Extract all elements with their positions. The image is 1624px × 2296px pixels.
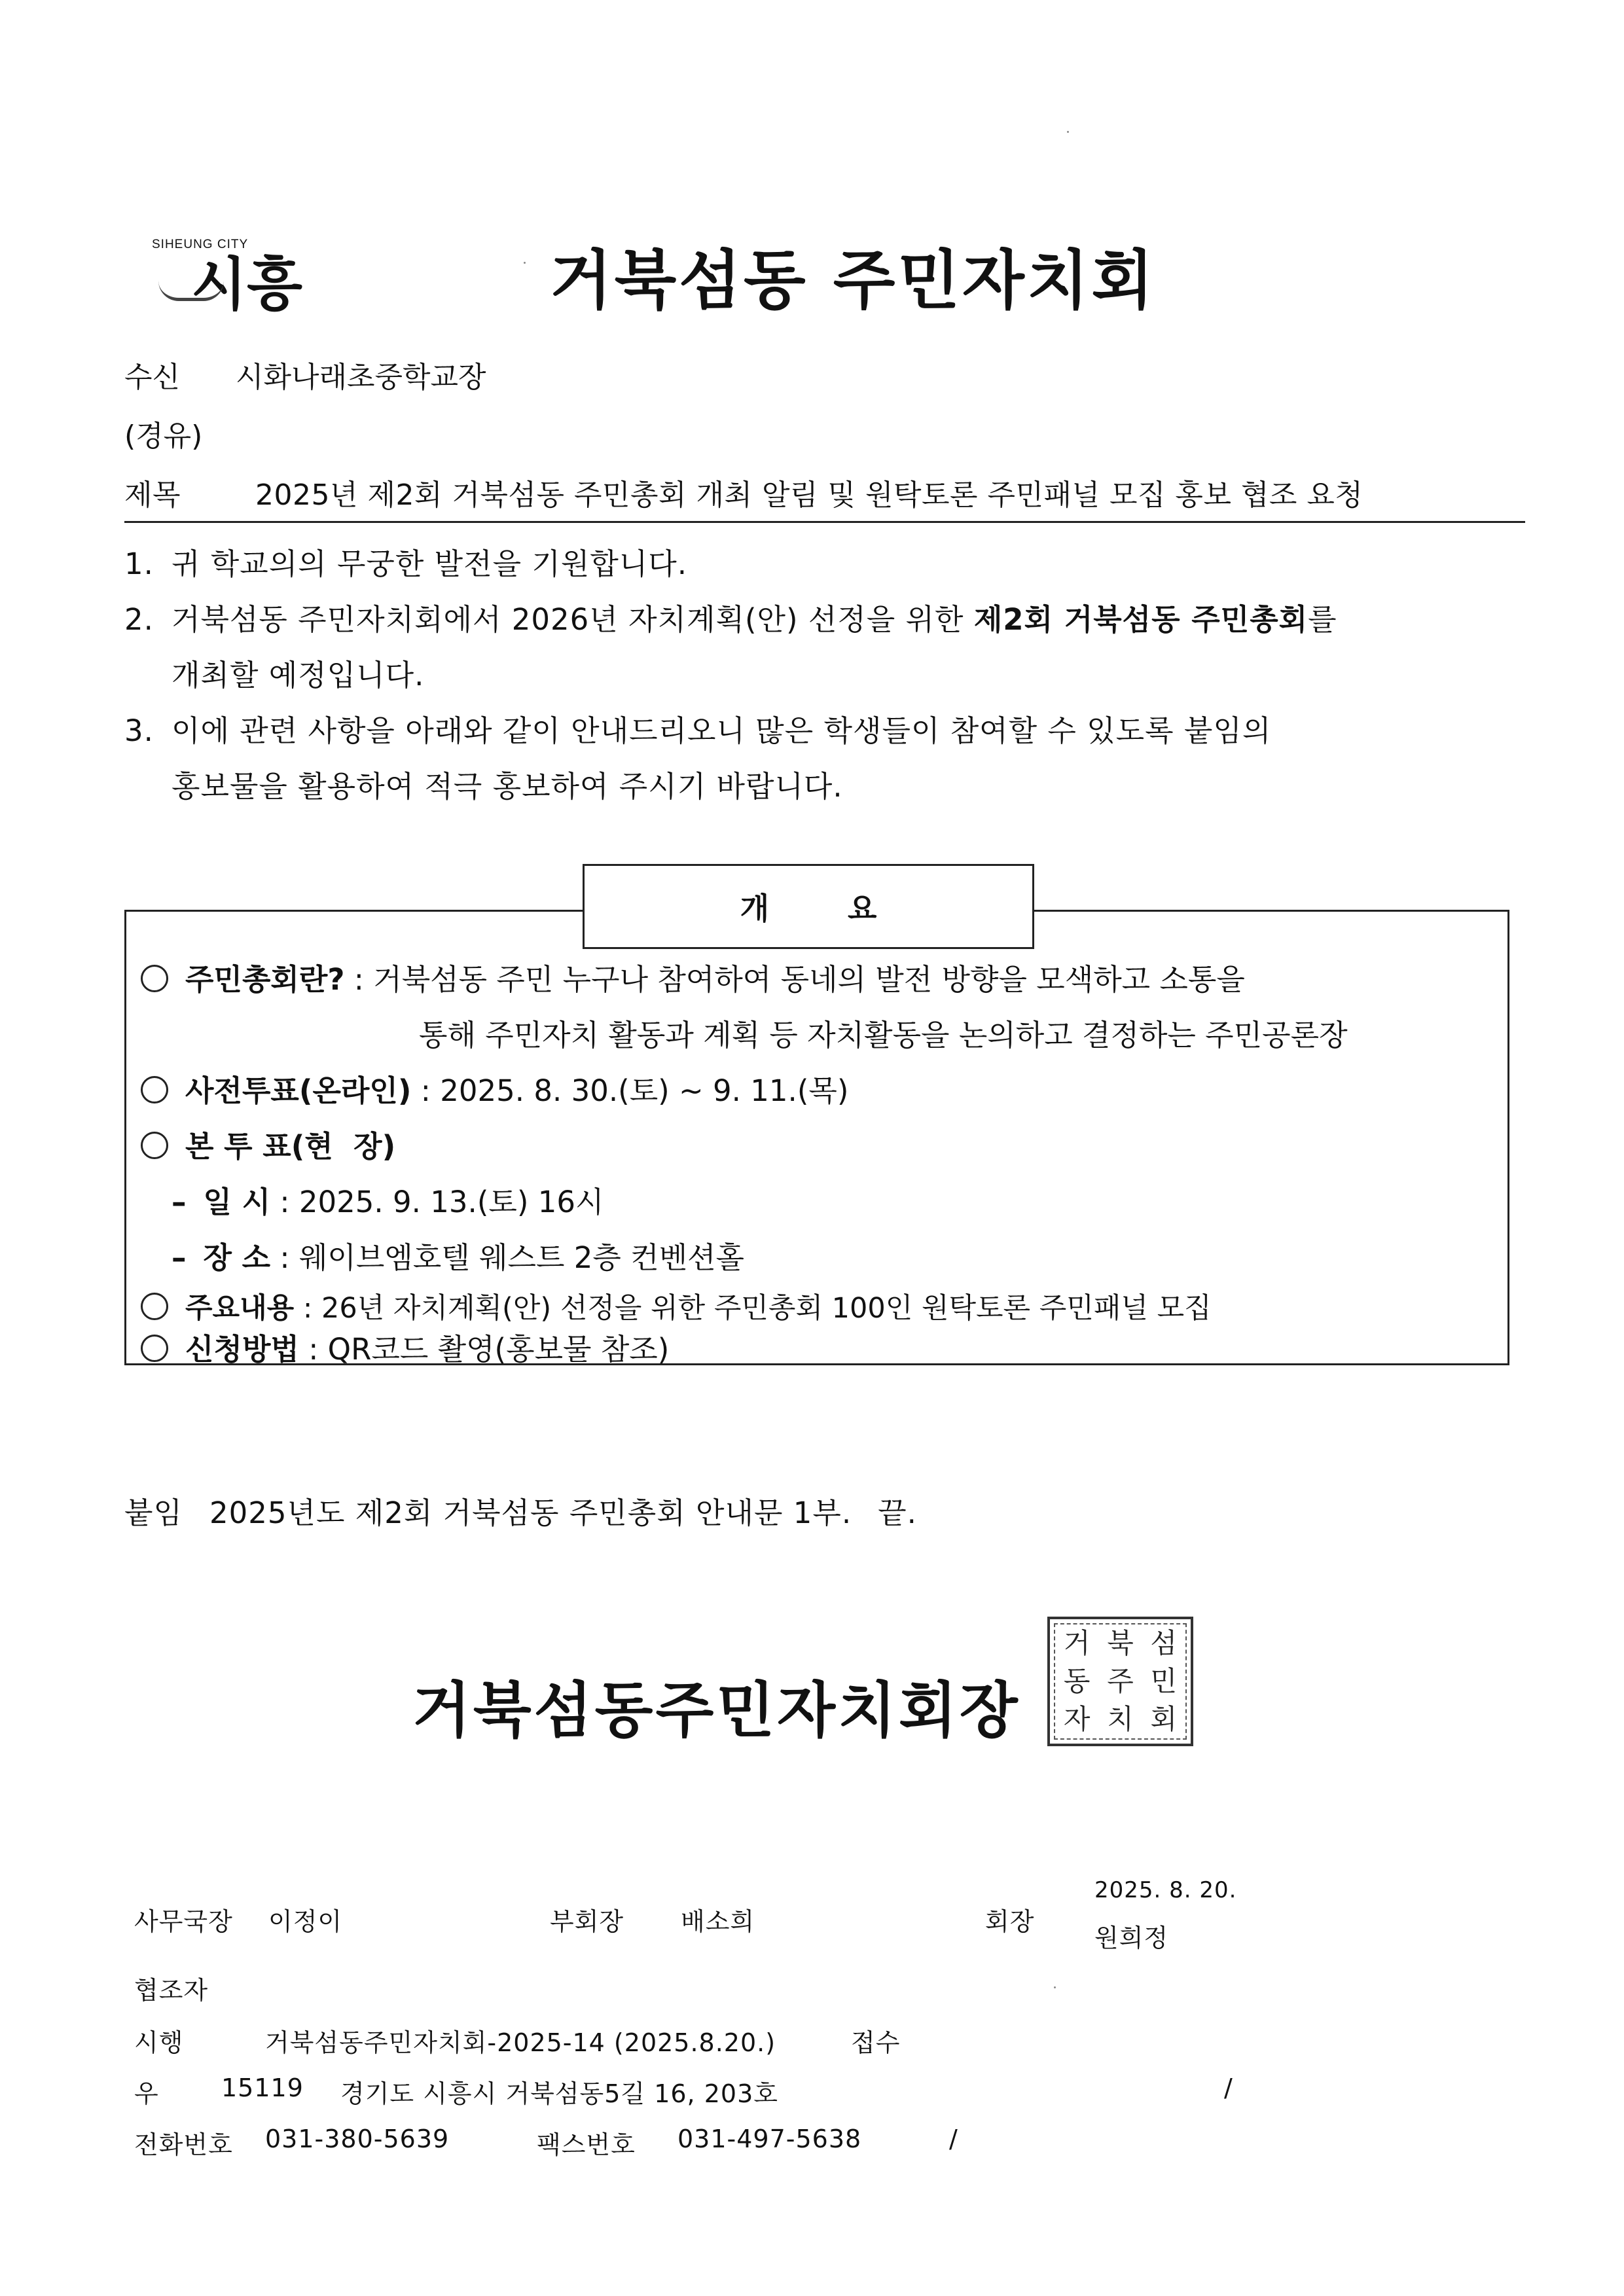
address-slash: / [1224,2073,1233,2102]
seal-characters [1054,1623,1187,1740]
summary-row-label: 일 시 [203,1185,271,1219]
circle-bullet-icon [141,1076,168,1103]
issue-number: 거북섬동주민자치회-2025-14 (2025.8.20.) [265,2028,776,2057]
subject-divider [124,521,1525,523]
summary-row-value: 거북섬동 주민 누구나 참여하여 동네의 발전 방향을 모색하고 소통을 [373,962,1245,997]
summary-row-separator: : [294,1292,321,1325]
subject-label: 제목 [124,478,181,512]
seal-char: 거 [1063,1627,1091,1659]
seal-char: 동 [1063,1665,1091,1697]
summary-row-value: 2025. 8. 30.(토) ~ 9. 11.(목) [440,1073,849,1108]
siheung-city-logo [152,226,303,318]
sender-title: 거북섬동주민자치회장 [412,1676,1020,1746]
cooperator-label: 협조자 [134,1976,209,2005]
summary-row-label: 사전투표(온라인) [185,1073,412,1108]
body-item-1 [124,540,687,583]
dash-bullet: – [171,1240,187,1275]
chair-name: 원희정 [1094,1924,1169,1952]
subject-line [124,471,1363,513]
body-item-number: 1. [124,547,154,581]
postal-code: 15119 [221,2073,304,2102]
logo-english-text: SIHEUNG CITY [152,238,249,251]
logo-swoosh-icon [158,281,224,301]
vice-chair-label: 부회장 [550,1907,624,1936]
summary-row-separator: : [270,1240,299,1275]
logo-korean-text: 시흥 [191,251,303,318]
summary-row-value: 2025. 9. 13.(토) 16시 [298,1185,604,1219]
summary-row-mainvote [141,1122,395,1165]
secretary-general-label: 사무국장 [134,1907,233,1936]
postal-label: 우 [134,2079,159,2108]
body-item-emphasis: 제2회 거북섬동 주민총회 [973,602,1308,637]
fax-label: 팩스번호 [537,2130,636,2159]
dash-bullet: – [171,1185,187,1219]
summary-row-label: 주민총회란? [185,962,345,997]
secretary-general-name: 이정이 [268,1907,343,1936]
body-item-text: 이에 관련 사항을 아래와 같이 안내드리오니 많은 학생들이 참여할 수 있도록 붙임의 [171,713,1272,748]
body-item-text-suffix: 를 [1308,602,1337,637]
body-item-3-continuation: 홍보물을 활용하여 적극 홍보하여 주시기 바랍니다. [171,769,843,804]
summary-row-what-continuation: 통해 주민자치 활동과 계획 등 자치활동을 논의하고 결정하는 주민공론장 [419,1018,1348,1052]
circle-bullet-icon [141,1335,168,1362]
summary-row-value: QR코드 촬영(홍보물 참조) [327,1332,670,1367]
fax-number: 031-497-5638 [677,2125,862,2153]
via-line [124,412,202,454]
body-item-text: 귀 학교의의 무궁한 발전을 기원합니다. [171,547,688,581]
attachment-label: 붙임 [124,1496,183,1530]
seal-char: 북 [1107,1627,1134,1659]
summary-row-label: 본 투 표(현 장) [185,1129,396,1164]
body-item-2 [124,596,1337,638]
summary-row-separator: : [270,1185,299,1219]
summary-row-what [141,956,1245,998]
receipt-label: 접수 [851,2028,901,2057]
recipient-line [124,353,486,395]
body-item-text: 거북섬동 주민자치회에서 2026년 자치계획(안) 선정을 위한 [171,602,974,637]
body-item-number: 3. [124,713,154,748]
summary-row-separator: : [344,962,374,997]
summary-row-prevote [141,1067,848,1109]
summary-row-value: 26년 자치계획(안) 선정을 위한 주민총회 100인 원탁토론 주민패널 모집 [321,1292,1212,1325]
scan-speck [524,262,526,264]
seal-char: 섬 [1150,1627,1178,1659]
seal-char: 민 [1150,1665,1178,1697]
attachment-text: 2025년도 제2회 거북섬동 주민총회 안내문 1부. [209,1496,852,1530]
summary-row-label: 주요내용 [185,1292,295,1325]
body-item-2-continuation: 개최할 예정입니다. [171,658,425,692]
attachment-line [124,1489,917,1532]
vice-chair-name: 배소희 [681,1907,755,1936]
seal-char: 자 [1063,1703,1091,1735]
issue-label: 시행 [134,2028,184,2057]
recipient-label: 수신 [124,361,181,394]
official-seal-stamp [1047,1617,1193,1746]
seal-char: 치 [1107,1703,1134,1735]
phone-label: 전화번호 [134,2130,233,2159]
end-mark: 끝. [878,1496,917,1530]
seal-char: 주 [1107,1665,1134,1697]
recipient-value: 시화나래초중학교장 [236,361,486,394]
summary-row-value: 웨이브엠호텔 웨스트 2층 컨벤션홀 [298,1240,745,1275]
chair-sign-date: 2025. 8. 20. [1094,1877,1237,1903]
fax-slash: / [949,2125,958,2153]
via-label: (경유) [124,420,203,453]
summary-row-apply [141,1325,669,1368]
scan-speck [1054,1986,1056,1988]
organization-title: 거북섬동 주민자치회 [550,243,1157,318]
summary-row-separator: : [411,1073,441,1108]
seal-char: 회 [1150,1703,1178,1735]
summary-row-venue [171,1234,744,1276]
summary-row-content [141,1286,1212,1326]
address: 경기도 시흥시 거북섬동5길 16, 203호 [340,2079,778,2108]
phone-number: 031-380-5639 [265,2125,450,2153]
chair-label: 회장 [985,1907,1035,1936]
circle-bullet-icon [141,1293,168,1320]
summary-row-separator: : [298,1332,328,1367]
summary-row-datetime [171,1178,604,1221]
body-item-3 [124,707,1271,749]
summary-row-label: 장 소 [203,1240,271,1275]
body-item-number: 2. [124,602,154,637]
circle-bullet-icon [141,1132,168,1159]
subject-value: 2025년 제2회 거북섬동 주민총회 개최 알림 및 원탁토론 주민패널 모집 홍보 협조 요청 [255,478,1363,512]
summary-row-label: 신청방법 [185,1332,299,1367]
circle-bullet-icon [141,965,168,992]
scan-speck [1067,131,1069,133]
summary-box-title: 개요 [583,864,1034,949]
